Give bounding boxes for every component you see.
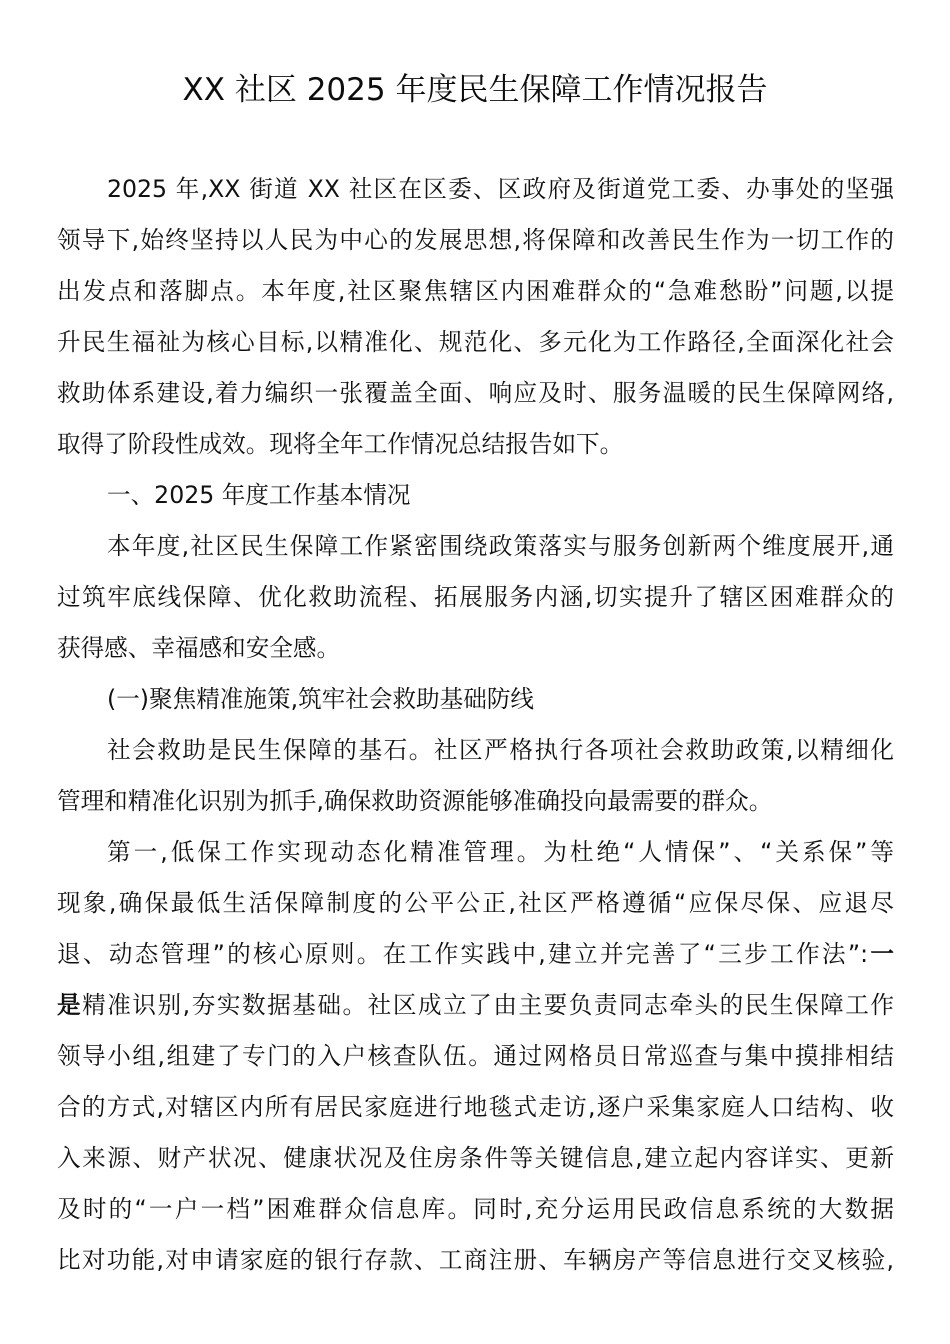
line-text: 救助体系建设,着力编织一张覆盖全面、响应及时、服务温暖的民生保障网络,: [57, 379, 894, 407]
paragraph-line: [57, 317, 894, 368]
paragraph-line: [57, 215, 894, 266]
paragraph-line: [57, 980, 894, 1031]
paragraph-line: [57, 929, 894, 980]
paragraph-line: [57, 1235, 894, 1286]
heading-text: (一)聚焦精准施策,筑牢社会救助基础防线: [107, 685, 535, 713]
line-text: 过筑牢底线保障、优化救助流程、拓展服务内涵,切实提升了辖区困难群众的: [57, 583, 894, 611]
paragraph-line: [57, 776, 894, 827]
line-text: 获得感、幸福感和安全感。: [57, 634, 341, 662]
document-title: XX 社区 2025 年度民生保障工作情况报告: [182, 72, 768, 108]
line-text: 合的方式,对辖区内所有居民家庭进行地毯式走访,逐户采集家庭人口结构、收: [57, 1093, 894, 1121]
line-text: 2025 年,XX 街道 XX 社区在区委、区政府及街道党工委、办事处的坚强: [107, 175, 894, 203]
paragraph-line: [57, 521, 894, 572]
line-text: 比对功能,对申请家庭的银行存款、工商注册、车辆房产等信息进行交叉核验,: [57, 1246, 894, 1274]
paragraph-line: [57, 572, 894, 623]
section-heading: [57, 470, 894, 521]
paragraph-line: [57, 1031, 894, 1082]
paragraph-line: [57, 878, 894, 929]
document-body: [57, 164, 894, 1286]
line-text: 退、动态管理”的核心原则。在工作实践中,建立并完善了“三步工作法”:: [57, 940, 869, 968]
paragraph-line: [57, 1184, 894, 1235]
bold-text: 是: [57, 991, 83, 1019]
paragraph-line: [57, 623, 894, 674]
subsection-heading: [57, 674, 894, 725]
line-text: 领导下,始终坚持以人民为中心的发展思想,将保障和改善民生作为一切工作的: [57, 226, 894, 254]
line-text: 升民生福祉为核心目标,以精准化、规范化、多元化为工作路径,全面深化社会: [57, 328, 894, 356]
line-text: 领导小组,组建了专门的入户核查队伍。通过网格员日常巡查与集中摸排相结: [57, 1042, 894, 1070]
line-text: 精准识别,夯实数据基础。社区成立了由主要负责同志牵头的民生保障工作: [82, 991, 895, 1019]
paragraph-line: [57, 419, 894, 470]
line-text: 取得了阶段性成效。现将全年工作情况总结报告如下。: [57, 430, 624, 458]
paragraph-line: [57, 1133, 894, 1184]
bold-text: 一: [868, 940, 894, 968]
paragraph-line: [57, 266, 894, 317]
line-text: 入来源、财产状况、健康状况及住房条件等关键信息,建立起内容详实、更新: [57, 1144, 894, 1172]
line-text: 本年度,社区民生保障工作紧密围绕政策落实与服务创新两个维度展开,通: [107, 532, 894, 560]
line-text: 及时的“一户一档”困难群众信息库。同时,充分运用民政信息系统的大数据: [57, 1195, 894, 1223]
line-text: 第一,低保工作实现动态化精准管理。为杜绝“人情保”、“关系保”等: [107, 838, 894, 866]
paragraph-line: [57, 164, 894, 215]
line-text: 社会救助是民生保障的基石。社区严格执行各项社会救助政策,以精细化: [107, 736, 894, 764]
line-text: 现象,确保最低生活保障制度的公平公正,社区严格遵循“应保尽保、应退尽: [57, 889, 894, 917]
paragraph-line: [57, 827, 894, 878]
paragraph-line: [57, 1082, 894, 1133]
paragraph-line: [57, 725, 894, 776]
heading-text: 一、2025 年度工作基本情况: [107, 481, 411, 509]
line-text: 管理和精准化识别为抓手,确保救助资源能够准确投向最需要的群众。: [57, 787, 773, 815]
paragraph-line: [57, 368, 894, 419]
line-text: 出发点和落脚点。本年度,社区聚焦辖区内困难群众的“急难愁盼”问题,以提: [57, 277, 894, 305]
